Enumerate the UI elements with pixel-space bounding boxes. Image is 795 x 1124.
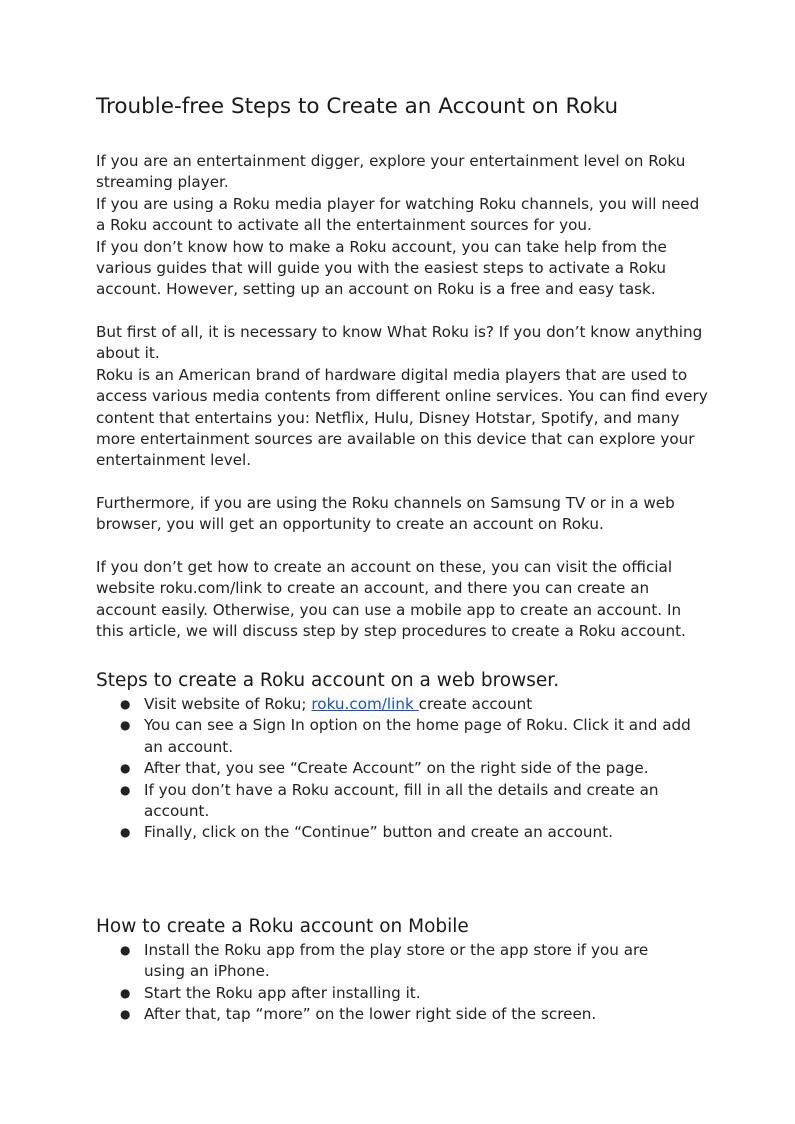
- intro-paragraph: [96, 151, 708, 301]
- list-item: [96, 822, 692, 843]
- intro-line-3: If you don’t know how to make a Roku account, you can take help from the various guides that will guide you with the easiest steps to activate a Roku account. However, setting up an account on Roku is a free and easy task.: [96, 237, 667, 299]
- list-item-text: Visit website of Roku;: [144, 695, 312, 713]
- list-item: [96, 983, 692, 1004]
- about-line-2: Roku is an American brand of hardware digital media players that are used to access various media contents from different online services. You can find every content that entertains you: Netflix, Hulu, Disney Hotstar, Spotify, and many more entertainment sources are available on this device that can explore your entertainment level.: [96, 365, 708, 470]
- list-item: [96, 715, 692, 758]
- list-item-text: If you don’t have a Roku account, fill in all the details and create an account.: [144, 780, 659, 821]
- about-line-1: But first of all, it is necessary to know What Roku is? If you don’t know anything about it.: [96, 323, 703, 363]
- list-item: [96, 758, 692, 779]
- intro-line-2: If you are using a Roku media player for watching Roku channels, you will need a Roku account to activate all the entertainment sources for you.: [96, 194, 700, 235]
- bullet-icon: ●: [120, 825, 131, 840]
- about-paragraph: [96, 322, 708, 472]
- mobile-steps-list: [96, 940, 708, 1026]
- list-item-text: create account: [418, 695, 533, 713]
- list-item-text: You can see a Sign In option on the home page of Roku. Click it and add an account.: [144, 716, 691, 756]
- bullet-icon: ●: [120, 943, 131, 957]
- official-paragraph: [96, 557, 708, 643]
- list-item-text: Start the Roku app after installing it.: [144, 983, 421, 1002]
- list-item-text: After that, you see “Create Account” on the right side of the page.: [144, 759, 649, 778]
- bullet-icon: ●: [120, 1007, 131, 1022]
- bullet-icon: ●: [120, 985, 131, 1000]
- intro-line-1: If you are an entertainment digger, explore your entertainment level on Roku streaming player.: [96, 152, 686, 192]
- list-item-text: Finally, click on the “Continue” button and create an account.: [144, 823, 613, 842]
- list-item: [96, 694, 692, 715]
- official-text: If you don’t get how to create an account on these, you can visit the official website roku.com/link to create an account, and there you can create an account easily. Otherwise, you can use a mobile app to create an account. In this article, we will discuss step by step procedures to create a Roku account.: [96, 558, 686, 641]
- list-item: [96, 780, 692, 823]
- bullet-icon: ●: [120, 697, 131, 711]
- page-title: Trouble-free Steps to Create an Account on Roku: [96, 94, 619, 119]
- list-item: [96, 1004, 692, 1025]
- list-item: [96, 940, 692, 983]
- web-section-heading: Steps to create a Roku account on a web browser.: [96, 670, 560, 691]
- bullet-icon: ●: [120, 782, 131, 797]
- furthermore-text: Furthermore, if you are using the Roku channels on Samsung TV or in a web browser, you will get an opportunity to create an account on Roku.: [96, 494, 675, 534]
- roku-link[interactable]: roku.com/link: [311, 695, 419, 713]
- mobile-section-heading: How to create a Roku account on Mobile: [96, 916, 469, 937]
- list-item-text: After that, tap “more” on the lower right side of the screen.: [144, 1005, 597, 1024]
- bullet-icon: ●: [120, 761, 131, 776]
- furthermore-paragraph: [96, 493, 708, 536]
- web-steps-list: [96, 694, 708, 844]
- bullet-icon: ●: [120, 718, 131, 733]
- list-item-text: Install the Roku app from the play store or the app store if you are using an iPhone.: [144, 941, 649, 981]
